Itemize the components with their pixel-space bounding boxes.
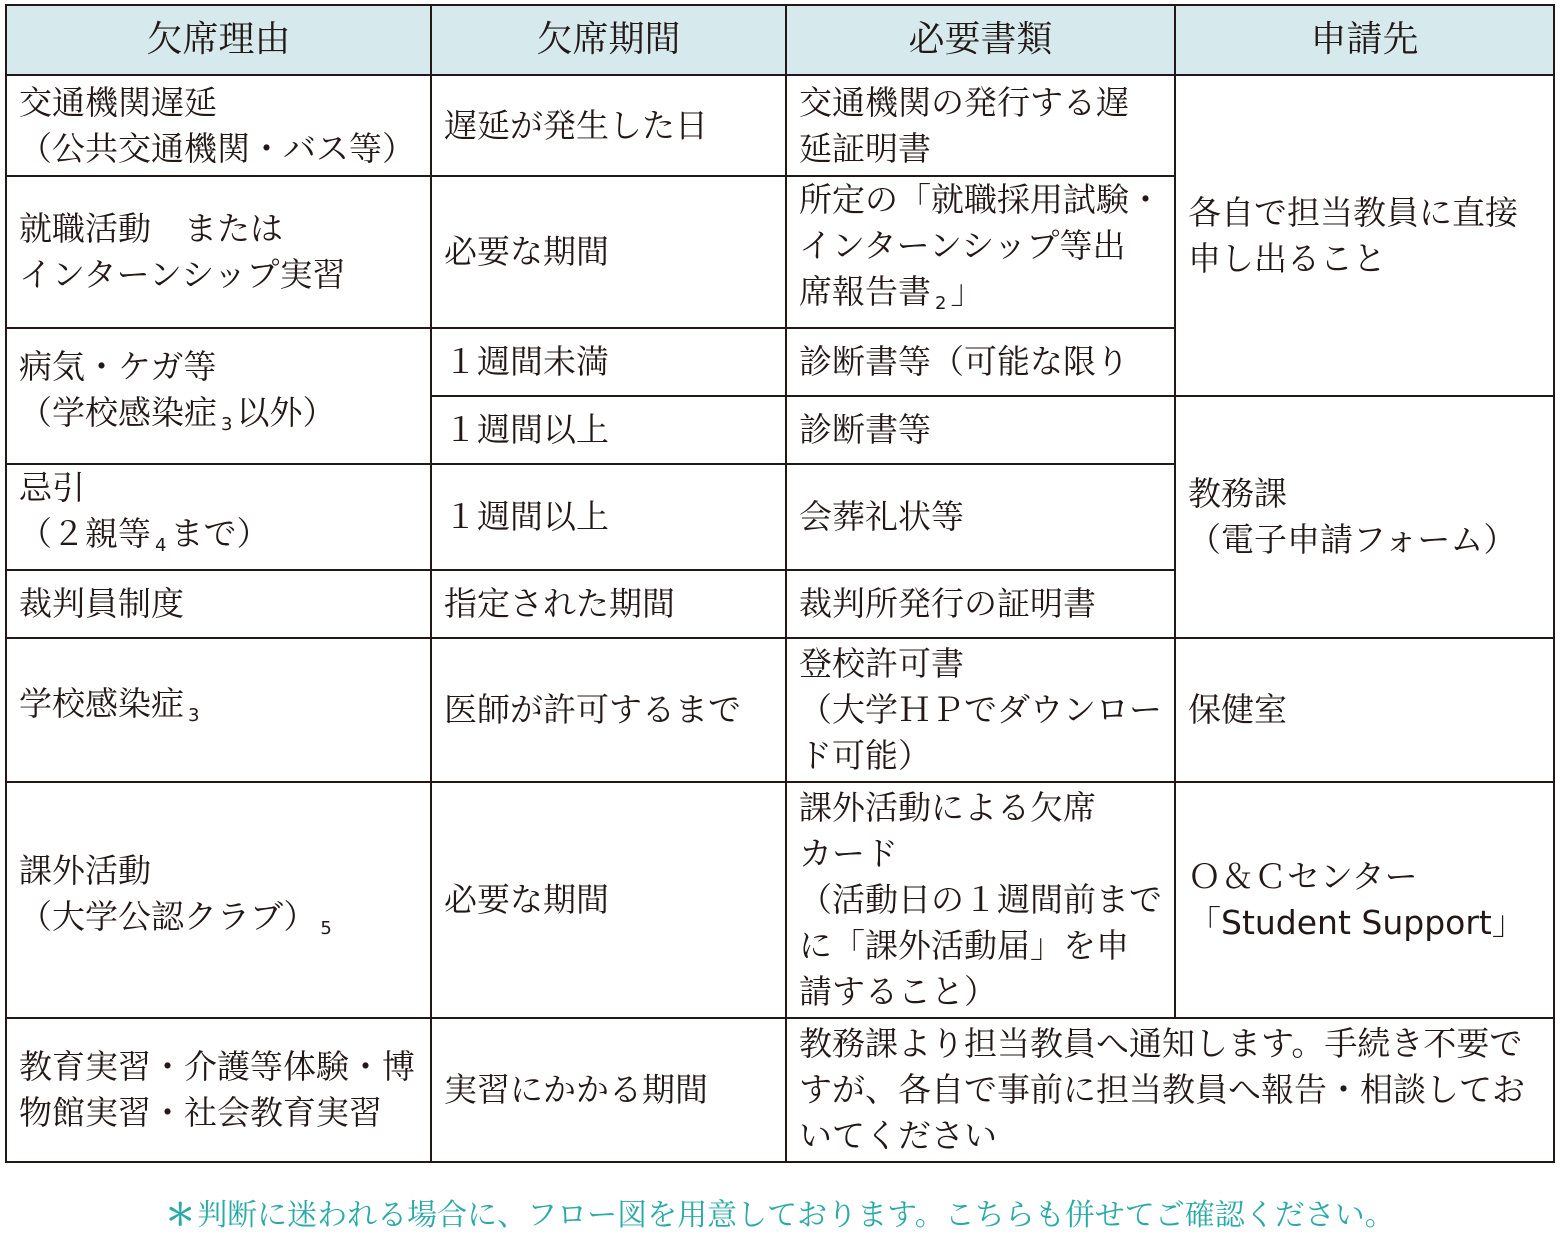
- header-period: 欠席期間: [431, 5, 786, 75]
- reason-line: [19, 390, 420, 448]
- documents-line: 交通機関の発行する遅: [799, 82, 1129, 122]
- apply-to-cell: [1175, 782, 1554, 1018]
- documents-line: [799, 269, 1164, 327]
- apply-line: （電子申請フォーム）: [1188, 520, 1517, 559]
- reason-line: 物館実習・社会教育実習: [19, 1093, 382, 1132]
- period-cell: １週間以上: [431, 396, 786, 464]
- documents-cell: [786, 638, 1175, 782]
- documents-cell: 会葬礼状等: [786, 464, 1175, 570]
- table-row-extracurricular: [6, 782, 1554, 1018]
- reason-cell: [6, 464, 431, 570]
- reason-text: 学校感染症: [19, 684, 184, 723]
- note-line: いてください: [799, 1116, 997, 1155]
- reason-cell: [6, 75, 431, 176]
- documents-line: 課外活動による欠席: [799, 788, 1096, 827]
- reason-cell: [6, 782, 431, 1018]
- period-cell: 必要な期間: [431, 782, 786, 1018]
- documents-cell: 裁判所発行の証明書: [786, 570, 1175, 638]
- table-row-infection: [6, 638, 1554, 782]
- reason-line: 忌引: [19, 468, 85, 507]
- note-line: 教務課より担当教員へ通知します。手続き不要で: [799, 1024, 1523, 1063]
- apply-line: 申し出ること: [1188, 238, 1386, 278]
- header-apply-to: 申請先: [1175, 5, 1554, 75]
- period-cell: 指定された期間: [431, 570, 786, 638]
- period-cell: 医師が許可するまで: [431, 638, 786, 782]
- footnote-ref: 4: [155, 535, 167, 556]
- apply-to-academic-affairs-cell: [1175, 396, 1554, 638]
- reason-cell: [6, 176, 431, 328]
- apply-to-cell: 保健室: [1175, 638, 1554, 782]
- footnote-ref: 5: [320, 918, 332, 939]
- table-row-practicum: [6, 1018, 1554, 1162]
- footnote-ref: 3: [188, 705, 200, 726]
- documents-line: （大学ＨＰでダウンロー: [799, 690, 1162, 729]
- period-cell: １週間以上: [431, 464, 786, 570]
- documents-line: インターンシップ等出: [799, 226, 1126, 265]
- documents-line: ド可能）: [799, 736, 931, 775]
- header-reason: 欠席理由: [6, 5, 431, 75]
- documents-line: 所定の「就職採用試験・: [799, 180, 1162, 219]
- documents-cell: 診断書等: [786, 396, 1175, 464]
- apply-line: 教務課: [1188, 474, 1287, 513]
- flowchart-note-text: 判断に迷われる場合に、フロー図を用意しております。こちらも併せてご確認ください。: [197, 1198, 1395, 1233]
- reason-line: インターンシップ実習: [19, 255, 346, 294]
- period-cell: 遅延が発生した日: [431, 75, 786, 176]
- documents-line: 請すること）: [799, 972, 997, 1011]
- asterisk-mark: ＊: [165, 1198, 196, 1233]
- reason-text: （学校感染症: [19, 393, 217, 432]
- flowchart-note: [0, 1196, 1560, 1236]
- documents-line: 登校許可書: [799, 644, 964, 683]
- apply-line: 各自で担当教員に直接: [1188, 192, 1518, 232]
- reason-cell: [6, 638, 431, 782]
- reason-text: （大学公認クラブ）: [19, 897, 317, 936]
- documents-cell: [786, 176, 1175, 328]
- documents-cell: 診断書等（可能な限り: [786, 328, 1175, 396]
- period-cell: １週間未満: [431, 328, 786, 396]
- documents-cell: [786, 75, 1175, 176]
- documents-line: 延証明書: [799, 128, 931, 168]
- header-documents: 必要書類: [786, 5, 1175, 75]
- reason-cell: [6, 1018, 431, 1162]
- documents-line: に「課外活動届」を申: [799, 926, 1129, 965]
- documents-text: 席報告書: [799, 272, 931, 311]
- reason-line: （公共交通機関・バス等）: [19, 128, 415, 168]
- documents-text: 」: [950, 272, 984, 311]
- reason-text: まで）: [170, 514, 270, 553]
- practicum-note-cell: [786, 1018, 1554, 1162]
- reason-line: [19, 511, 420, 569]
- reason-text: （２親等: [19, 514, 151, 553]
- reason-line: 病気・ケガ等: [19, 347, 217, 386]
- documents-line: カード: [799, 834, 898, 873]
- note-line: すが、各自で事前に担当教員へ報告・相談してお: [799, 1070, 1525, 1109]
- apply-to-teacher-cell: [1175, 75, 1554, 396]
- reason-cell: 裁判員制度: [6, 570, 431, 638]
- reason-line: 就職活動 または: [19, 209, 283, 248]
- documents-cell: [786, 782, 1175, 1018]
- table-row-traffic: [6, 75, 1554, 176]
- reason-line: 教育実習・介護等体験・博: [19, 1047, 415, 1086]
- reason-line: 交通機関遅延: [19, 82, 217, 122]
- reason-cell: [6, 328, 431, 464]
- footnote-ref: 3: [221, 414, 233, 435]
- period-cell: 必要な期間: [431, 176, 786, 328]
- apply-line: 「Student Support」: [1188, 903, 1525, 942]
- apply-line: Ｏ＆Ｃセンター: [1188, 857, 1418, 896]
- reason-line: [19, 894, 420, 952]
- documents-line: （活動日の１週間前まで: [799, 880, 1162, 919]
- reason-text: 以外）: [236, 393, 336, 432]
- absence-procedure-table: [5, 4, 1555, 1163]
- period-cell: 実習にかかる期間: [431, 1018, 786, 1162]
- footnote-ref: 2: [935, 293, 947, 314]
- reason-line: 課外活動: [19, 851, 151, 890]
- table-header-row: [6, 5, 1554, 75]
